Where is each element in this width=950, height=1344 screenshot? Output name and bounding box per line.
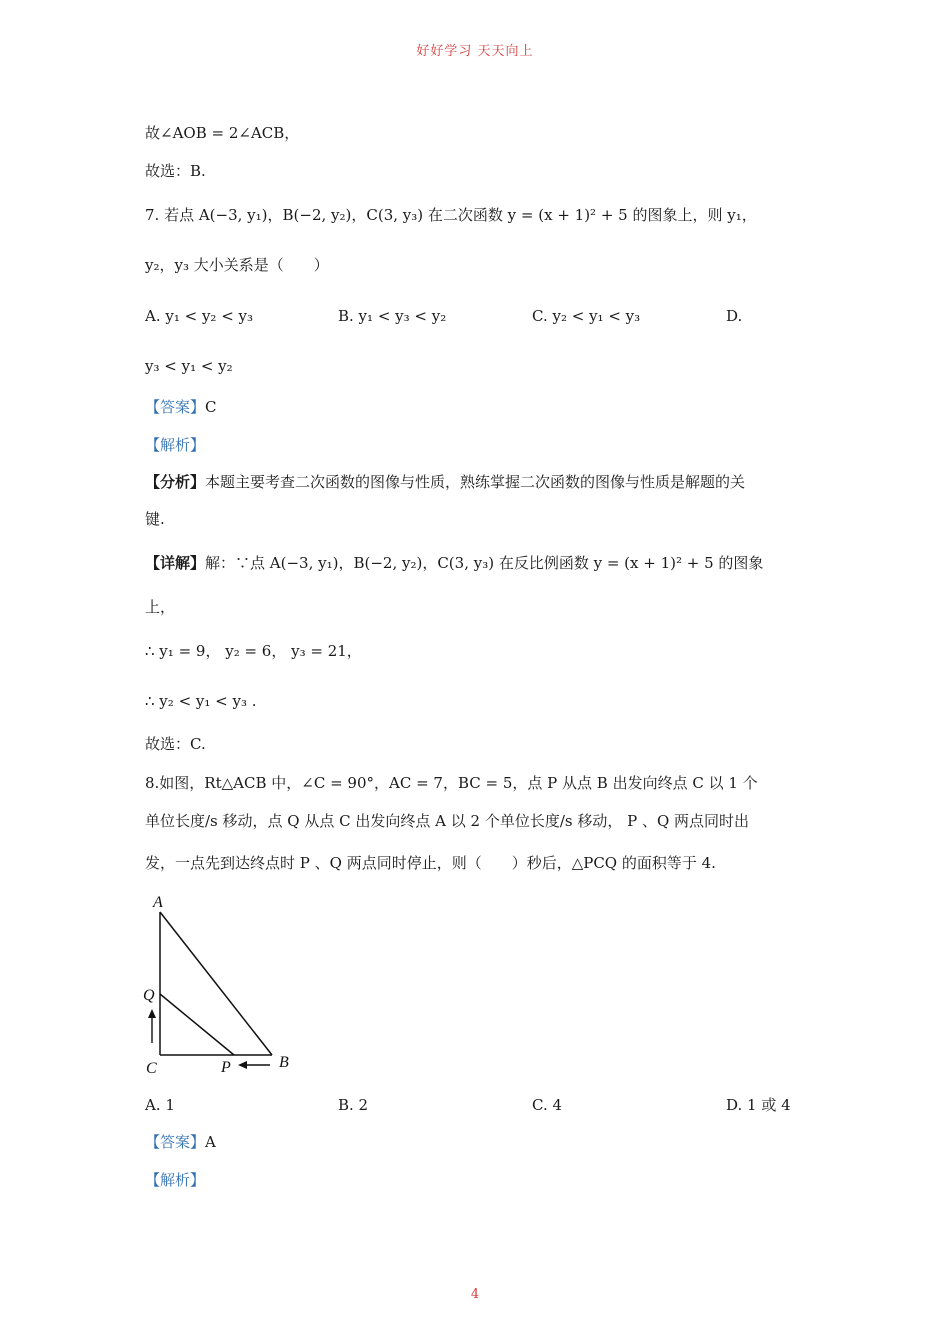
q7-final-choice: 故选：C. — [145, 735, 206, 753]
page-number: 4 — [470, 1287, 480, 1302]
arrow-q-head — [148, 1009, 156, 1018]
answer-value: C — [205, 398, 217, 416]
question-8-stem-3: 发，一点先到达终点时 P 、Q 两点同时停止，则（ ）秒后，△PCQ 的面积等于 4. — [145, 854, 716, 872]
fenxi-text-cont: 键. — [145, 510, 165, 528]
label-p: P — [221, 1059, 231, 1076]
question-7-stem: 7. 若点 A(−3, y₁)，B(−2, y₂)，C(3, y₃) 在二次函数 y = (x + 1)² + 5 的图象上，则 y₁， — [145, 206, 757, 224]
q8-option-c: C. 4 — [532, 1096, 563, 1114]
question-7-stem-cont: y₂，y₃ 大小关系是（ ） — [145, 256, 329, 274]
q8-analysis-tag: 【解析】 — [145, 1171, 206, 1189]
q7-detail — [145, 552, 763, 574]
label-a: A — [153, 894, 163, 911]
q7-option-c: C. y₂ < y₁ < y₃ — [532, 307, 641, 325]
fenxi-text: 本题主要考查二次函数的图像与性质，熟练掌握二次函数的图像与性质是解题的关 — [205, 473, 746, 491]
arrow-p-head — [238, 1061, 247, 1069]
answer-tag: 【答案】 — [145, 1133, 206, 1151]
xiangjie-tag: 【详解】 — [145, 554, 206, 572]
question-8-stem: 8.如图，Rt△ACB 中，∠C = 90°，AC = 7，BC = 5，点 P 从点 B 出发向终点 C 以 1 个 — [145, 774, 758, 792]
q8-option-b: B. 2 — [338, 1096, 369, 1114]
q7-answer — [145, 396, 217, 418]
q7-analysis-tag: 【解析】 — [145, 436, 206, 454]
page-header: 好好学习 天天向上 — [416, 44, 534, 59]
xiangjie-text: 解：∵点 A(−3, y₁)，B(−2, y₂)，C(3, y₃) 在反比例函数 y = (x + 1)² + 5 的图象 — [205, 554, 764, 572]
answer-tag: 【答案】 — [145, 398, 206, 416]
label-b: B — [279, 1054, 289, 1071]
q8-option-a: A. 1 — [145, 1096, 175, 1114]
q7-option-d-content: y₃ < y₁ < y₂ — [145, 357, 233, 375]
q7-option-d: D. — [726, 307, 743, 325]
calc-line-2: ∴ y₂ < y₁ < y₃ . — [145, 692, 257, 710]
label-c: C — [146, 1060, 157, 1077]
calc-line-1: ∴ y₁ = 9， y₂ = 6， y₃ = 21， — [145, 642, 362, 660]
answer-value: A — [205, 1133, 216, 1151]
answer-choice-line: 故选：B. — [145, 162, 206, 180]
q7-analysis — [145, 471, 745, 493]
q8-option-d: D. 1 或 4 — [726, 1096, 791, 1114]
segment-qp — [160, 994, 234, 1055]
q7-option-a: A. y₁ < y₂ < y₃ — [145, 307, 254, 325]
fenxi-tag: 【分析】 — [145, 473, 206, 491]
label-q: Q — [143, 987, 155, 1004]
side-ab — [160, 912, 272, 1055]
conclusion-line: 故∠AOB = 2∠ACB， — [145, 124, 300, 142]
xiangjie-text-cont: 上， — [145, 598, 176, 616]
q7-option-b: B. y₁ < y₃ < y₂ — [338, 307, 447, 325]
q8-answer — [145, 1131, 216, 1153]
triangle-figure — [138, 890, 308, 1080]
question-8-stem-2: 单位长度/s 移动，点 Q 从点 C 出发向终点 A 以 2 个单位长度/s 移动， P 、Q 两点同时出 — [145, 812, 750, 830]
